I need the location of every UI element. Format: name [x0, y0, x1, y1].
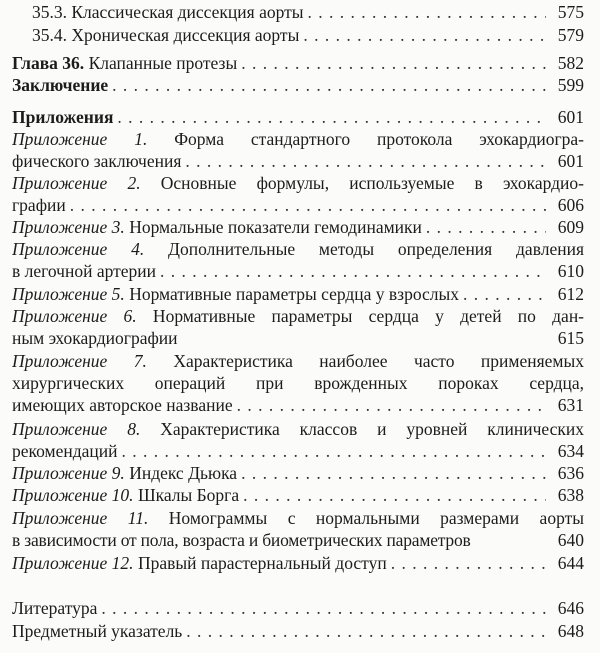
toc-entry-label: Литература [12, 598, 98, 618]
toc-page-number: 615 [557, 328, 584, 348]
toc-entry-appendix-11 [12, 507, 584, 551]
appendix-prefix: Приложение 10. [12, 485, 134, 505]
toc-entry-appendix-9 [12, 462, 584, 484]
leader-dots [160, 260, 546, 282]
toc-entry-label-line1: Основные формулы, используемые в эхокардио- [140, 173, 584, 193]
toc-entry-appendices [12, 106, 584, 128]
toc-entry-label: Заключение [12, 75, 109, 95]
leader-dots [391, 552, 546, 574]
toc-page-number: 631 [557, 395, 584, 415]
toc-entry-subject-index [12, 620, 584, 642]
leader-dots [426, 216, 546, 238]
toc-entry-label-line1: Форма стандартного протокола эхокардиогра- [147, 129, 584, 149]
toc-page-number: 609 [557, 217, 584, 237]
toc-entry-label-line2: имеющих авторское название [12, 395, 233, 415]
toc-entry-label: Нормальные показатели гемодинамики [124, 217, 422, 237]
toc-entry-35-4 [32, 24, 584, 46]
toc-entry-appendix-2 [12, 172, 584, 216]
appendix-prefix: Приложение 6. [12, 306, 137, 326]
toc-page-number: 636 [557, 463, 584, 483]
toc-entry-appendix-12 [12, 552, 584, 574]
toc-page-number: 601 [557, 151, 584, 171]
toc-entry-label-line1: Дополнительные методы определения давления [144, 239, 584, 259]
toc-entry-label: Предметный указатель [12, 621, 183, 641]
toc-page-number: 638 [557, 485, 584, 505]
leader-dots [241, 462, 546, 484]
toc-page-number: 606 [557, 195, 584, 215]
leader-dots [303, 24, 546, 46]
appendix-prefix: Приложение 3. [12, 217, 125, 237]
toc-entry-chapter-36 [12, 52, 584, 74]
leader-dots [112, 74, 546, 96]
toc-entry-appendix-4 [12, 238, 584, 282]
chapter-prefix: Глава 36. [12, 53, 85, 73]
leader-dots [117, 106, 546, 128]
appendix-prefix: Приложение 7. [12, 351, 147, 371]
toc-page-number: 648 [557, 621, 584, 641]
toc-entry-label-line-mid: хирургических операций при врожденных пороках сердца, [12, 373, 584, 393]
toc-page-number: 634 [557, 441, 584, 461]
toc-page-number: 601 [557, 107, 584, 127]
appendix-prefix: Приложение 1. [12, 129, 148, 149]
leader-dots [101, 597, 546, 619]
appendix-prefix: Приложение 11. [12, 508, 149, 528]
toc-entry-label: Индекс Дьюка [124, 463, 238, 483]
toc-page-number: 612 [557, 284, 584, 304]
toc-entry-appendix-5 [12, 283, 584, 305]
appendix-prefix: Приложение 8. [12, 419, 141, 439]
toc-entry-label: 35.4. Хроническая диссекция аорты [32, 25, 300, 45]
leader-dots [308, 1, 546, 23]
toc-page-number: 579 [557, 25, 584, 45]
appendix-prefix: Приложение 4. [12, 239, 145, 259]
appendix-prefix: Приложение 9. [12, 463, 125, 483]
toc-entry-label: Правый парастернальный доступ [133, 553, 387, 573]
toc-page-number: 640 [557, 530, 584, 550]
leader-dots [122, 440, 546, 462]
toc-entry-appendix-6 [12, 305, 584, 349]
toc-entry-appendix-8 [12, 418, 584, 462]
leader-dots [241, 52, 546, 74]
toc-entry-label-line2: рекомендаций [12, 441, 118, 461]
toc-page-number: 575 [557, 2, 584, 22]
toc-page-number: 610 [557, 261, 584, 281]
appendix-prefix: Приложение 5. [12, 284, 125, 304]
toc-entry-label-line2: графии [12, 195, 66, 215]
leader-dots [185, 150, 546, 172]
appendix-prefix: Приложение 2. [12, 173, 141, 193]
toc-entry-label-line1: Номограммы с нормальными размерами аорты [148, 508, 584, 528]
toc-entry-appendix-3 [12, 216, 584, 238]
toc-page-number: 646 [557, 598, 584, 618]
toc-entry-references [12, 597, 584, 619]
toc-entry-label-line1: Характеристика классов и уровней клинических [140, 419, 584, 439]
toc-entry-conclusion [12, 74, 584, 96]
toc-entry-label: Шкалы Борга [133, 485, 240, 505]
toc-entry-label-line2: в легочной артерии [12, 261, 157, 281]
toc-entry-label: Приложения [12, 107, 114, 127]
leader-dots [237, 394, 546, 416]
leader-dots [70, 194, 546, 216]
toc-entry-label: Нормативные параметры сердца у взрослых [124, 284, 460, 304]
toc-entry-appendix-1 [12, 128, 584, 172]
leader-dots [186, 620, 546, 642]
toc-entry-label: 35.3. Классическая диссекция аорты [32, 2, 304, 22]
appendix-prefix: Приложение 12. [12, 553, 134, 573]
toc-page-number: 599 [557, 75, 584, 95]
toc-entry-appendix-10 [12, 484, 584, 506]
leader-dots [243, 484, 546, 506]
toc-entry-label-line2: ным эхокардиографии [12, 328, 178, 348]
toc-entry-label-line1: Характеристика наиболее часто применяемых [146, 351, 584, 371]
leader-dots [463, 283, 546, 305]
toc-entry-appendix-7 [12, 350, 584, 416]
toc-page-number: 644 [557, 553, 584, 573]
toc-page-number: 582 [557, 53, 584, 73]
toc-entry-label-line2: фического заключения [12, 151, 182, 171]
toc-entry-35-3 [32, 1, 584, 23]
toc-entry-label-line1: Нормативные параметры сердца у детей по дан- [136, 306, 584, 326]
toc-entry-label: Клапанные протезы [84, 53, 238, 73]
toc-entry-label-line2: в зависимости от пола, возраста и биометрических параметров [12, 530, 471, 550]
